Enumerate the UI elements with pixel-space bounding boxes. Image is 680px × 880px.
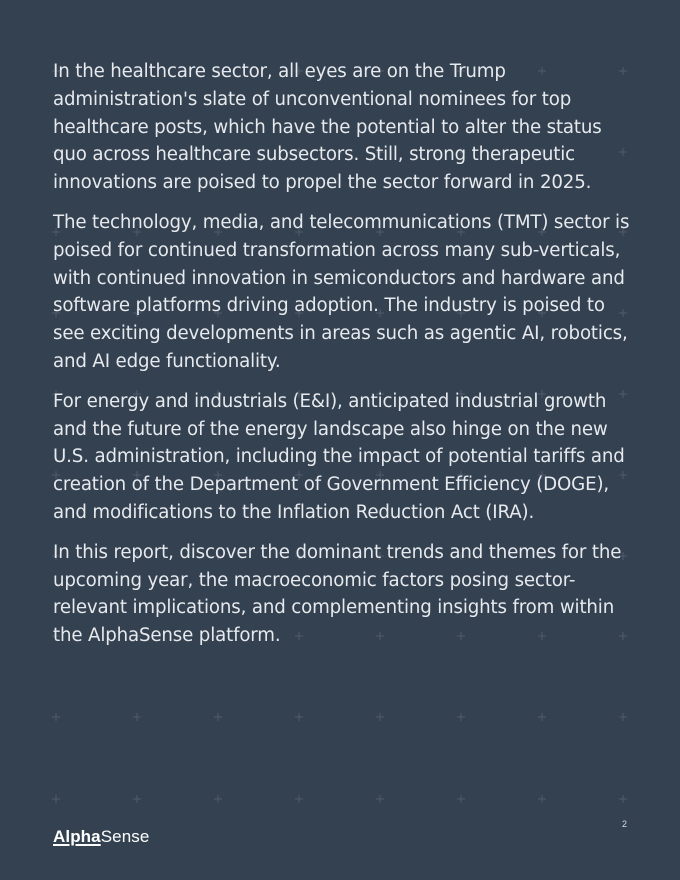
plus-mark — [457, 795, 465, 803]
paragraph-healthcare: In the healthcare sector, all eyes are on the Trump administration's slate of unconventional nominees for top healthcare posts, which have the potential to alter the status quo across healthcare subsectors. Still, strong therapeutic innovations are poised to propel the sector forward in 2025. — [53, 61, 602, 194]
plus-mark — [376, 713, 384, 721]
alphasense-logo — [53, 826, 149, 848]
plus-mark — [52, 795, 60, 803]
plus-mark — [214, 795, 222, 803]
body-text — [53, 58, 633, 662]
plus-mark — [133, 795, 141, 803]
plus-mark — [619, 795, 627, 803]
plus-mark — [457, 713, 465, 721]
logo-sense: Sense — [100, 827, 150, 846]
plus-mark — [295, 795, 303, 803]
logo-alpha: Alpha — [53, 827, 101, 846]
paragraph-report-overview: In this report, discover the dominant trends and themes for the upcoming year, the macroeconomic factors posing sector-relevant implications, and complementing insights from within the AlphaSense platform. — [53, 541, 622, 647]
plus-mark — [133, 713, 141, 721]
plus-mark — [52, 713, 60, 721]
paragraph-energy-industrials: For energy and industrials (E&I), anticipated industrial growth and the future of the energy landscape also hinge on the new U.S. administration, including the impact of potential tariffs and creation of the Department of Government Efficiency (DOGE), and modifications to the Inflation Reduction Act (IRA). — [53, 390, 625, 523]
plus-mark — [538, 713, 546, 721]
paragraph-tmt: The technology, media, and telecommunications (TMT) sector is poised for continued transformation across many sub-verticals, with continued innovation in semiconductors and hardware and software platforms driving adoption. The industry is poised to see exciting developments in areas such as agentic AI, robotics, and AI edge functionality. — [53, 211, 630, 372]
plus-mark — [214, 713, 222, 721]
plus-mark — [376, 795, 384, 803]
plus-mark — [538, 795, 546, 803]
page-number: 2 — [622, 819, 628, 829]
plus-mark — [619, 713, 627, 721]
plus-mark — [295, 713, 303, 721]
